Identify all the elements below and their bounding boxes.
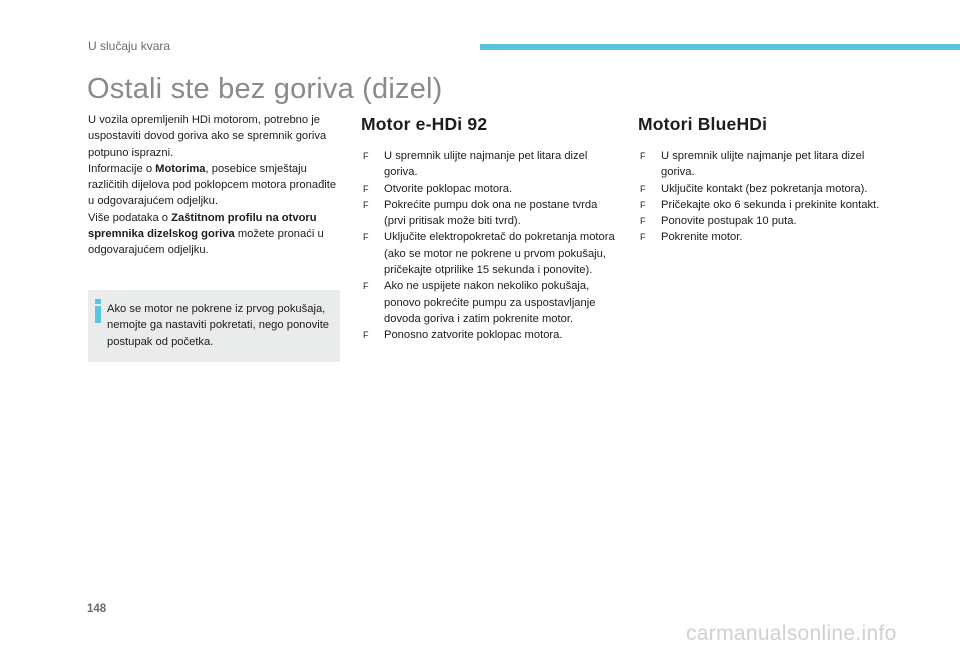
checkbox-icon: F [363,183,369,194]
page-title: Ostali ste bez goriva (dizel) [87,73,443,105]
step-item [361,229,617,278]
checkbox-icon: F [640,199,646,210]
checkbox-icon: F [640,216,646,227]
section-label: U slučaju kvara [88,39,171,53]
section-bluehdi [638,114,888,246]
section-ehdi-steps [361,148,617,344]
step-item [638,229,888,245]
step-text: Ako ne uspijete nakon nekoliko pokušaja, ponovo pokrećite pumpu za uspostavljanje dovoda goriva i zatim pokrenite motor. [384,280,596,325]
intro-p2-text-end: , posebice smještaju različitih dijelova pod poklopcem motora pronađite u odgovarajućem odjeljku. [88,162,337,208]
intro-p3-text-end: možete pronaći u odgovarajućem odjeljku. [88,228,324,257]
checkbox-icon: F [363,151,369,161]
section-ehdi [361,114,617,344]
step-text: U spremnik ulijte najmanje pet litara dizel goriva. [661,150,865,179]
checkbox-icon: F [363,330,369,341]
intro-text [88,112,340,259]
section-ehdi-heading: Motor e-HDi 92 [361,114,488,134]
checkbox-icon: F [640,183,646,194]
checkbox-icon: F [640,151,646,161]
step-text: Otvorite poklopac motora. [384,182,513,195]
step-item [638,148,888,181]
intro-p3-text: Više podataka o [88,211,172,224]
info-icon [95,299,101,323]
intro-paragraph-2 [88,161,340,210]
intro-p3-bold: Zaštitnom profilu na otvoru spremnika dizelskog goriva [88,211,317,241]
step-item [638,213,888,229]
watermark: carmanualsonline.info [686,622,897,645]
checkbox-icon: F [363,281,369,292]
step-item [638,197,888,213]
note-text: Ako se motor ne pokrene iz prvog pokušaja, nemojte ga nastaviti pokretati, nego ponovite postupak od početka. [107,303,330,348]
checkbox-icon: F [363,199,369,210]
checkbox-icon: F [640,232,646,243]
step-item [361,148,617,181]
step-item [361,197,617,230]
intro-p2-text: Informacije o [88,162,156,175]
step-text: U spremnik ulijte najmanje pet litara dizel goriva. [384,150,588,179]
intro-paragraph-3 [88,210,340,259]
page-number: 148 [87,603,107,615]
step-item [638,181,888,197]
intro-p2-bold: Motorima [155,162,206,175]
step-text: Pričekajte oko 6 sekunda i prekinite kontakt. [661,198,880,211]
intro-column [88,112,340,259]
step-item [361,327,617,343]
step-item [361,278,617,327]
step-text: Ponosno zatvorite poklopac motora. [384,329,563,342]
step-text: Uključite elektropokretač do pokretanja motora (ako se motor ne pokrene u prvom pokušaju, pričekajte otprilike 15 sekunda i ponovite). [384,231,615,277]
section-bluehdi-steps [638,148,888,246]
checkbox-icon: F [363,232,369,243]
header-accent-bar [480,44,960,50]
intro-paragraph-1: U vozila opremljenih HDi motorom, potrebno je uspostaviti dovod goriva ako se spremnik goriva potpuno isprazni. [88,114,327,159]
step-item [361,181,617,197]
step-text: Pokrenite motor. [661,231,743,244]
section-bluehdi-heading: Motori BlueHDi [638,114,768,134]
step-text: Uključite kontakt (bez pokretanja motora). [661,182,868,195]
note-box [88,290,340,362]
step-text: Pokrećite pumpu dok ona ne postane tvrda (prvi pritisak može biti tvrd). [384,198,598,228]
step-text: Ponovite postupak 10 puta. [661,215,797,228]
